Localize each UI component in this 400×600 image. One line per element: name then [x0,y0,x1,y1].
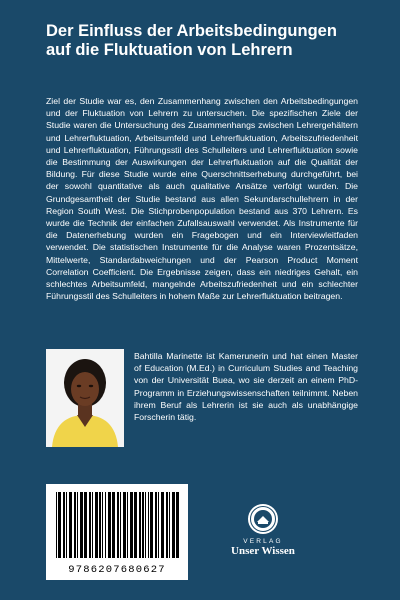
barcode-bar [166,492,168,558]
isbn-number: 9786207680627 [68,564,166,576]
barcode-bar [161,492,164,558]
publisher-verlag-label: VERLAG [243,538,283,545]
publisher-block [226,503,300,558]
barcode-bar [84,492,87,558]
barcode-bar [89,492,91,558]
barcode-bar [158,492,159,558]
barcode-bar [155,492,157,558]
barcode-bars [54,492,180,558]
barcode-bar [130,492,133,558]
barcode-bar [108,492,111,558]
barcode-bar [134,492,137,558]
barcode-bar [63,492,65,558]
barcode-bar [142,492,144,558]
barcode-bar [58,492,61,558]
barcode-bar [169,492,170,558]
barcode-bar [95,492,98,558]
author-photo [46,349,124,447]
barcode-bar [105,492,106,558]
barcode-bar [148,492,149,558]
barcode-bar [145,492,146,558]
barcode-bar [172,492,175,558]
barcode-bar [77,492,78,558]
barcode-bar [66,492,67,558]
barcode-bar [56,492,57,558]
barcode-bar [127,492,128,558]
publisher-name: Unser Wissen [231,545,295,557]
author-bio: Bahtilla Marinette ist Kamerunerin und hat einen Master of Education (M.Ed.) in Curriculum Studies and Teaching von der Universität Buea, wo sie derzeit an einem PhD-Programm in Erziehungswissenschaften teilnimmt. Neben ihrem Beruf als Lehrerin ist sie auch als unabhängige Forscherin tätig. [134,351,358,423]
isbn-barcode [46,484,188,580]
barcode-bar [92,492,93,558]
barcode-bar [102,492,103,558]
barcode-bar [120,492,121,558]
book-title: Der Einfluss der Arbeitsbedingungen auf die Fluktuation von Lehrern [46,22,337,59]
barcode-bar [139,492,141,558]
barcode-bar [99,492,101,558]
barcode-bar [176,492,179,558]
barcode-bar [150,492,153,558]
author-portrait-image [46,349,124,447]
publisher-logo-icon [247,503,279,535]
barcode-bar [80,492,83,558]
barcode-bar [123,492,126,558]
barcode-bar [112,492,115,558]
barcode-bar [69,492,72,558]
barcode-bar [117,492,119,558]
book-abstract: Ziel der Studie war es, den Zusammenhang zwischen den Arbeitsbedingungen und der Fluktuation von Lehrern zu untersuchen. Die spezifischen Ziele der Studie waren die Untersuchung des Zusammenhangs zwischen Lehrergehältern und Lehrerfluktuation, Arbeitsumfeld und Lehrerfluktuation, Arbeitszufriedenheit und Lehrerfluktuation, Führungsstil des Schulleiters und Lehrerfluktuation sowie die Bestimmung der Auswirkungen der Lehrerfluktuation auf die Qualität der Bildung. Für diese Studie wurde eine Querschnittserhebung durchgeführt, bei der sowohl quantitative als auch qualitative Ansätze verfolgt wurden. Die Grundgesamtheit der Studie bestand aus allen Sekundarschullehrern in der Region South West. Die Stichprobenpopulation bestand aus 370 Lehrern. Es wurde die Technik der einfachen Zufallsauswahl verwendet. Als Instrumente für die Datenerhebung wurden ein Fragebogen und ein Interviewleitfaden verwendet. Die statistischen Instrumente für die Analyse waren Prozentsätze, Mittelwerte, Standardabweichungen und der Pearson Product Moment Correlation Coefficient. Die Ergebnisse zeigen, dass ein niedriges Gehalt, ein schlechtes Arbeitsumfeld, mangelnde Arbeitszufriedenheit und ein schlechter Führungsstil des Schulleiters in hohem Maße zur Lehrerfluktuation beitragen. [46,96,358,302]
barcode-bar [74,492,76,558]
